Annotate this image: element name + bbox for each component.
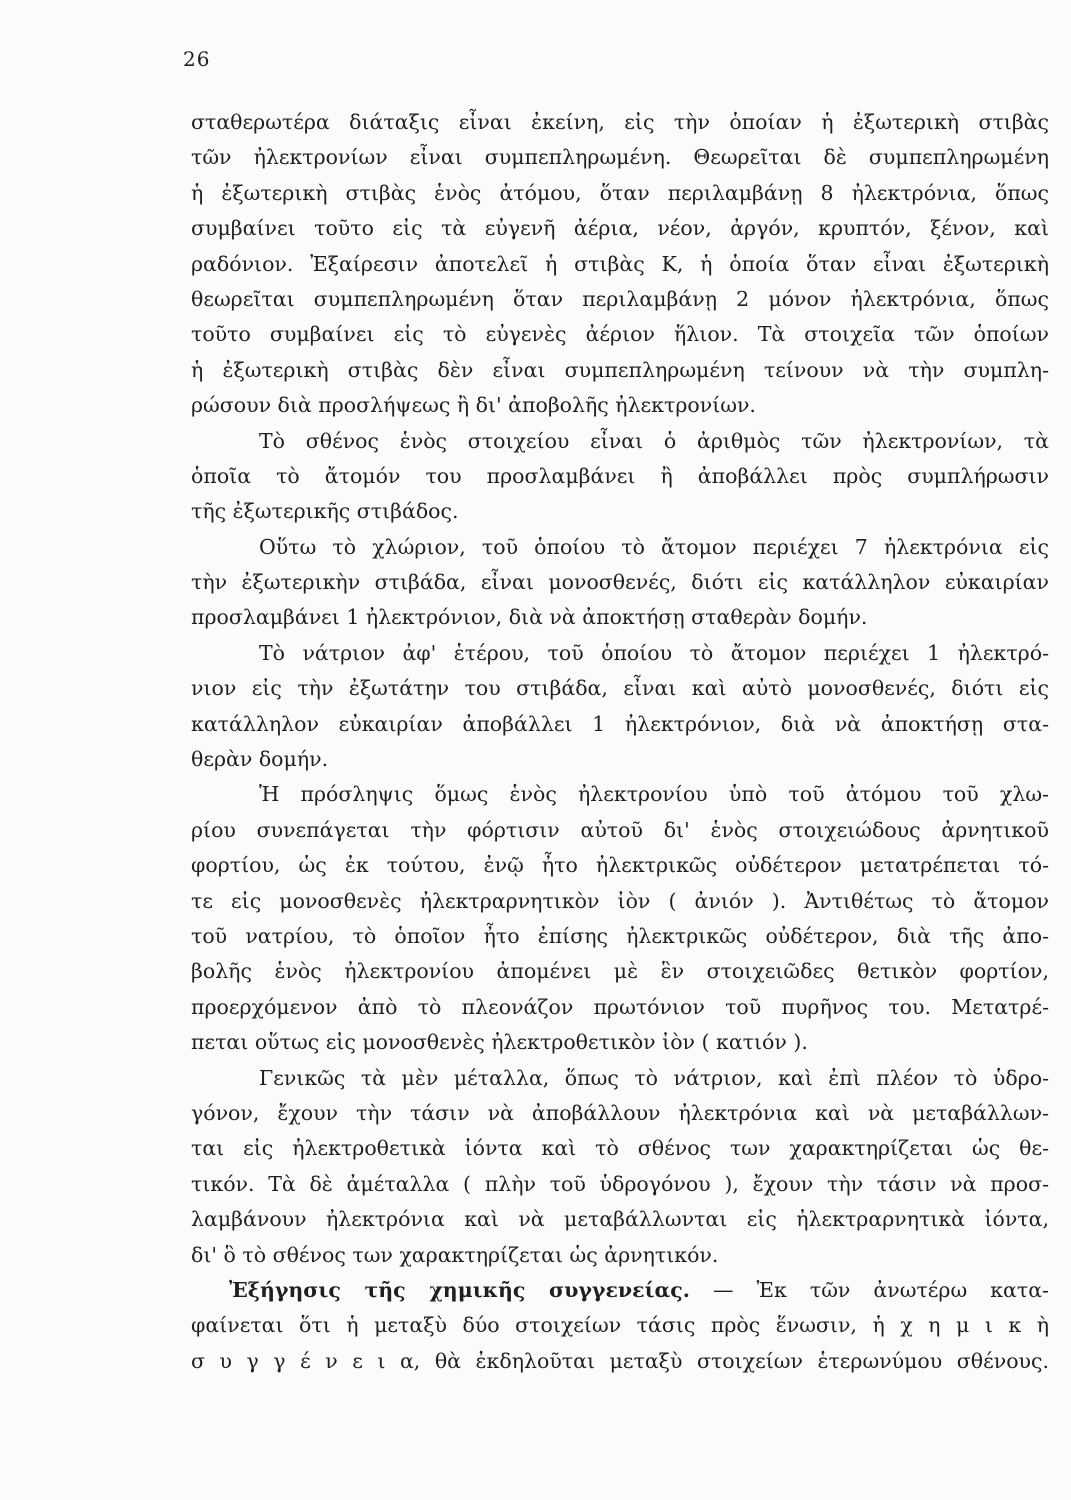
text-line: σ υ γ γ έ ν ε ι α, θὰ ἐκδηλοῦται μεταξὺ στοιχείων ἑτερωνύμου σθένους.	[191, 1348, 1049, 1373]
text-line: κατάλληλον εὐκαιρίαν ἀποβάλλει 1 ἠλεκτρόνιον, διὰ νὰ ἀποκτήσῃ στα-	[191, 711, 1049, 736]
text-line: φορτίου, ὡς ἐκ τούτου, ἐνῷ ἦτο ἠλεκτρικῶς οὐδέτερον μετατρέπεται τό-	[191, 853, 1049, 878]
paragraph-start-line: Οὕτω τὸ χλώριον, τοῦ ὁποίου τὸ ἄτομον περιέχει 7 ἠλεκτρόνια εἰς	[259, 534, 1049, 559]
text-line: ἡ ἐξωτερικὴ στιβὰς δὲν εἶναι συμπεπληρωμένη τείνουν νὰ τὴν συμπλη-	[191, 357, 1049, 382]
text-line: πεται οὕτως εἰς μονοσθενὲς ἠλεκτροθετικὸν ἰὸν ( κατιόν ).	[191, 1030, 808, 1055]
text-line: τοῦτο συμβαίνει εἰς τὸ εὐγενὲς ἀέριον ἥλιον. Τὰ στοιχεῖα τῶν ὁποίων	[191, 322, 1049, 347]
paragraph-start-line: Τὸ νάτριον ἀφ' ἑτέρου, τοῦ ὁποίου τὸ ἄτομον περιέχει 1 ἠλεκτρό-	[259, 640, 1049, 665]
text-line: ται εἰς ἠλεκτροθετικὰ ἰόντα καὶ τὸ σθένος των χαρακτηρίζεται ὡς θε-	[191, 1136, 1049, 1161]
section-heading-line	[191, 1273, 1049, 1308]
text-line: σταθερωτέρα διάταξις εἶναι ἐκείνη, εἰς τὴν ὁποίαν ἡ ἐξωτερικὴ στιβὰς	[191, 110, 1049, 134]
text-line: ἡ ἐξωτερικὴ στιβὰς ἑνὸς ἀτόμου, ὅταν περιλαμβάνῃ 8 ἠλεκτρόνια, ὅπως	[191, 180, 1049, 205]
text-line: δι' ὃ τὸ σθένος των χαρακτηρίζεται ὡς ἀρνητικόν.	[191, 1242, 719, 1267]
section-heading-continuation: — Ἐκ τῶν ἀνωτέρω κατα-	[689, 1277, 1049, 1302]
text-line: προσλαμβάνει 1 ἠλεκτρόνιον, διὰ νὰ ἀποκτήσῃ σταθερὰν δομήν.	[191, 605, 868, 630]
text-line: συμβαίνει τοῦτο εἰς τὰ εὐγενῆ ἀέρια, νέον, ἀργόν, κρυπτόν, ξένον, καὶ	[191, 216, 1049, 241]
text-line: φαίνεται ὅτι ἡ μεταξὺ δύο στοιχείων τάσις πρὸς ἕνωσιν, ἡ χ η μ ι κ ὴ	[191, 1313, 1049, 1338]
text-line: ρώσουν διὰ προσλήψεως ἢ δι' ἀποβολῆς ἠλεκτρονίων.	[191, 393, 756, 418]
text-line: τε εἰς μονοσθενὲς ἠλεκτραρνητικὸν ἰὸν ( ἀνιόν ). Ἀντιθέτως τὸ ἄτομον	[191, 888, 1049, 913]
page-number: 26	[183, 47, 211, 71]
text-line: ρίου συνεπάγεται τὴν φόρτισιν αὐτοῦ δι' ἑνὸς στοιχειώδους ἀρνητικοῦ	[191, 817, 1049, 842]
text-line: ραδόνιον. Ἐξαίρεσιν ἀποτελεῖ ἡ στιβὰς Κ, ἡ ὁποία ὅταν εἶναι ἐξωτερικὴ	[191, 251, 1049, 276]
text-line: θερὰν δομήν.	[191, 747, 329, 772]
text-line: τικόν. Τὰ δὲ ἀμέταλλα ( πλὴν τοῦ ὑδρογόνου ), ἔχουν τὴν τάσιν νὰ προσ-	[191, 1171, 1049, 1196]
paragraph-start-line: Τὸ σθένος ἑνὸς στοιχείου εἶναι ὁ ἀριθμὸς τῶν ἠλεκτρονίων, τὰ	[259, 428, 1049, 453]
text-line: νιον εἰς τὴν ἐξωτάτην του στιβάδα, εἶναι καὶ αὐτὸ μονοσθενές, διότι εἰς	[191, 676, 1049, 701]
text-line: ὁποῖα τὸ ἄτομόν του προσλαμβάνει ἢ ἀποβάλλει πρὸς συμπλήρωσιν	[191, 463, 1049, 488]
text-line: προερχόμενον ἀπὸ τὸ πλεονάζον πρωτόνιον τοῦ πυρῆνος του. Μετατρέ-	[191, 994, 1049, 1019]
section-heading: Ἐξήγησις τῆς χημικῆς συγγενείας.	[229, 1277, 690, 1302]
text-line: θεωρεῖται συμπεπληρωμένη ὅταν περιλαμβάνῃ 2 μόνον ἠλεκτρόνια, ὅπως	[191, 286, 1049, 311]
paragraph-start-line: Γενικῶς τὰ μὲν μέταλλα, ὅπως τὸ νάτριον, καὶ ἐπὶ πλέον τὸ ὑδρο-	[259, 1065, 1049, 1090]
paragraph-start-line: Ἡ πρόσληψις ὅμως ἑνὸς ἠλεκτρονίου ὑπὸ τοῦ ἀτόμου τοῦ χλω-	[259, 782, 1049, 807]
text-line: τὴν ἐξωτερικὴν στιβάδα, εἶναι μονοσθενές, διότι εἰς κατάλληλον εὐκαιρίαν	[191, 570, 1049, 595]
text-line: τοῦ νατρίου, τὸ ὁποῖον ἦτο ἐπίσης ἠλεκτρικῶς οὐδέτερον, διὰ τῆς ἀπο-	[191, 923, 1049, 948]
text-line: τῆς ἐξωτερικῆς στιβάδος.	[191, 499, 459, 524]
text-line: λαμβάνουν ἠλεκτρόνια καὶ νὰ μεταβάλλωνται εἰς ἠλεκτραρνητικὰ ἰόντα,	[191, 1207, 1049, 1232]
text-line: βολῆς ἑνὸς ἠλεκτρονίου ἀπομένει μὲ ἓν στοιχειῶδες θετικὸν φορτίον,	[191, 959, 1049, 984]
text-line: τῶν ἠλεκτρονίων εἶναι συμπεπληρωμένη. Θεωρεῖται δὲ συμπεπληρωμένη	[191, 145, 1049, 170]
body-text	[191, 105, 1049, 1379]
text-line: γόνον, ἔχουν τὴν τάσιν νὰ ἀποβάλλουν ἠλεκτρόνια καὶ νὰ μεταβάλλων-	[191, 1100, 1049, 1125]
